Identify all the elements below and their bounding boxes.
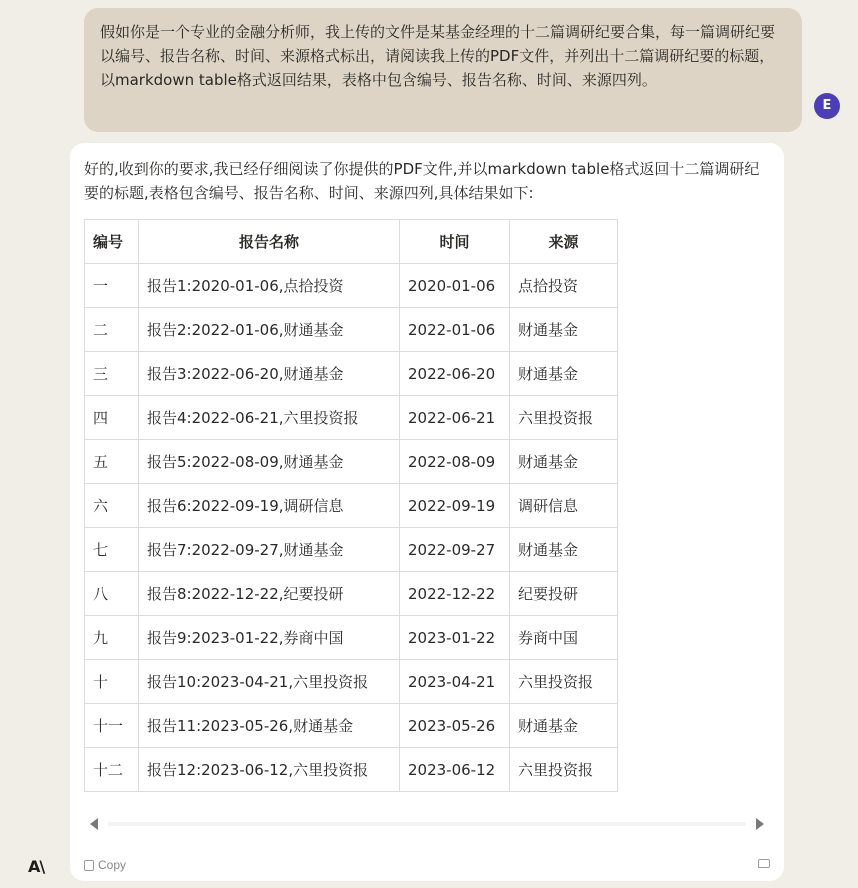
report-date-cell: 2022-12-22 [400,572,510,616]
report-date-cell: 2023-04-21 [400,660,510,704]
report-date-cell: 2023-05-26 [400,704,510,748]
report-title-cell: 报告12:2023-06-12,六里投资报 [139,748,400,792]
table-header-source: 来源 [510,220,618,264]
report-source-cell: 六里投资报 [510,660,618,704]
report-date-cell: 2023-06-12 [400,748,510,792]
report-title-cell: 报告8:2022-12-22,纪要投研 [139,572,400,616]
row-number-cell: 九 [85,616,139,660]
row-number-cell: 二 [85,308,139,352]
report-title-cell: 报告9:2023-01-22,券商中国 [139,616,400,660]
report-source-cell: 财通基金 [510,704,618,748]
report-source-cell: 点拾投资 [510,264,618,308]
report-title-cell: 报告11:2023-05-26,财通基金 [139,704,400,748]
table-row [85,572,618,616]
copy-label: Copy [98,858,127,872]
row-number-cell: 四 [85,396,139,440]
report-source-cell: 券商中国 [510,616,618,660]
report-date-cell: 2022-06-21 [400,396,510,440]
user-message-text: 假如你是一个专业的金融分析师，我上传的文件是某基金经理的十二篇调研纪要合集，每一篇调研纪要以编号、报告名称、时间、来源格式标出，请阅读我上传的PDF文件，并列出十二篇调研纪要的标题，以markdown table格式返回结果，表格中包含编号、报告名称、时间、来源四列。 [100,23,776,89]
report-source-cell: 六里投资报 [510,396,618,440]
table-header-title: 报告名称 [139,220,400,264]
table-header-row [85,220,618,264]
table-row [85,748,618,792]
report-source-cell: 财通基金 [510,308,618,352]
report-date-cell: 2020-01-06 [400,264,510,308]
row-number-cell: 十二 [85,748,139,792]
row-number-cell: 三 [85,352,139,396]
row-number-cell: 六 [85,484,139,528]
report-source-cell: 六里投资报 [510,748,618,792]
report-title-cell: 报告10:2023-04-21,六里投资报 [139,660,400,704]
report-title-cell: 报告7:2022-09-27,财通基金 [139,528,400,572]
table-row [85,396,618,440]
assistant-intro-text: 好的,收到你的要求,我已经仔细阅读了你提供的PDF文件,并以markdown table格式返回十二篇调研纪要的标题,表格包含编号、报告名称、时间、来源四列,具体结果如下: [84,160,760,202]
chevron-left-icon[interactable] [90,818,98,830]
table-row [85,660,618,704]
table-row [85,704,618,748]
table-row [85,352,618,396]
report-source-cell: 财通基金 [510,528,618,572]
chevron-right-icon[interactable] [756,818,764,830]
row-number-cell: 一 [85,264,139,308]
report-source-cell: 财通基金 [510,352,618,396]
report-title-cell: 报告1:2020-01-06,点拾投资 [139,264,400,308]
report-title-cell: 报告3:2022-06-20,财通基金 [139,352,400,396]
table-row [85,484,618,528]
assistant-logo: A\ [28,857,45,876]
report-source-cell: 调研信息 [510,484,618,528]
feedback-icon[interactable] [758,859,770,868]
report-title-cell: 报告4:2022-06-21,六里投资报 [139,396,400,440]
report-title-cell: 报告6:2022-09-19,调研信息 [139,484,400,528]
report-date-cell: 2022-06-20 [400,352,510,396]
report-date-cell: 2023-01-22 [400,616,510,660]
user-avatar[interactable]: E [814,93,840,119]
report-date-cell: 2022-09-27 [400,528,510,572]
report-source-cell: 纪要投研 [510,572,618,616]
horizontal-scrollbar[interactable] [84,813,770,835]
table-row [85,440,618,484]
report-date-cell: 2022-08-09 [400,440,510,484]
report-source-cell: 财通基金 [510,440,618,484]
scrollbar-track[interactable] [108,822,746,826]
report-title-cell: 报告5:2022-08-09,财通基金 [139,440,400,484]
report-date-cell: 2022-01-06 [400,308,510,352]
row-number-cell: 十 [85,660,139,704]
table-row [85,264,618,308]
copy-button[interactable] [84,855,126,875]
table-row [85,308,618,352]
table-header-number: 编号 [85,220,139,264]
row-number-cell: 八 [85,572,139,616]
table-scroll-container [84,219,618,792]
assistant-message [70,143,784,881]
row-number-cell: 十一 [85,704,139,748]
report-date-cell: 2022-09-19 [400,484,510,528]
copy-icon [84,860,94,871]
table-header-date: 时间 [400,220,510,264]
table-row [85,528,618,572]
row-number-cell: 五 [85,440,139,484]
report-title-cell: 报告2:2022-01-06,财通基金 [139,308,400,352]
row-number-cell: 七 [85,528,139,572]
reports-table [84,219,618,792]
user-message-bubble [84,8,802,132]
table-row [85,616,618,660]
table-body [85,264,618,792]
